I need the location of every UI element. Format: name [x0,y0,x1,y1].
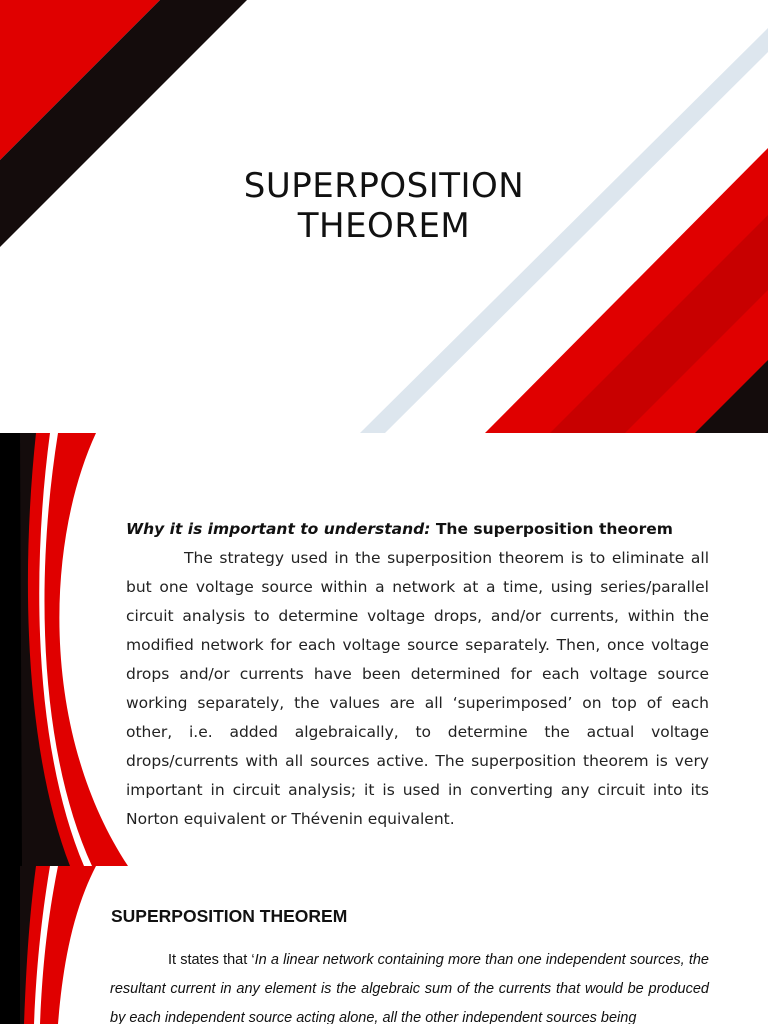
definition-heading: SUPERPOSITION THEOREM [111,906,348,926]
definition-slide [0,866,768,1024]
heading-bold-part: The superposition theorem [430,520,673,538]
slide-title [0,166,768,246]
definition-statement: In a linear network containing more than one independent sources, the resultant current in any element is the algebraic sum of the currents that would be produced by each independent source acting alone, all the other independent sources being [110,952,709,1024]
definition-prefix: It states that ‘ [168,952,255,968]
heading-italic-part: Why it is important to understand: [126,520,431,538]
explanation-paragraph: The strategy used in the superposition theorem is to eliminate all but one voltage source within a network at a time, using series/parallel circuit analysis to determine voltage drops, and/or currents, within the modified network for each voltage source separately. Then, once voltage drops and/or currents have been determined for each voltage source working separately, the values are all ‘superimposed’ on top of each other, i.e. added algebraically, to determine the actual voltage drops/currents with all sources active. The superposition theorem is very important in circuit analysis; it is used in converting any circuit into its Norton equivalent or Thévenin equivalent. [126,549,709,828]
explanation-heading [126,519,716,539]
title-line-2: THEOREM [297,206,471,246]
title-line-1: SUPERPOSITION [243,166,525,206]
definition-paragraph [110,946,709,1024]
explanation-slide [0,433,768,866]
title-slide [0,0,768,433]
